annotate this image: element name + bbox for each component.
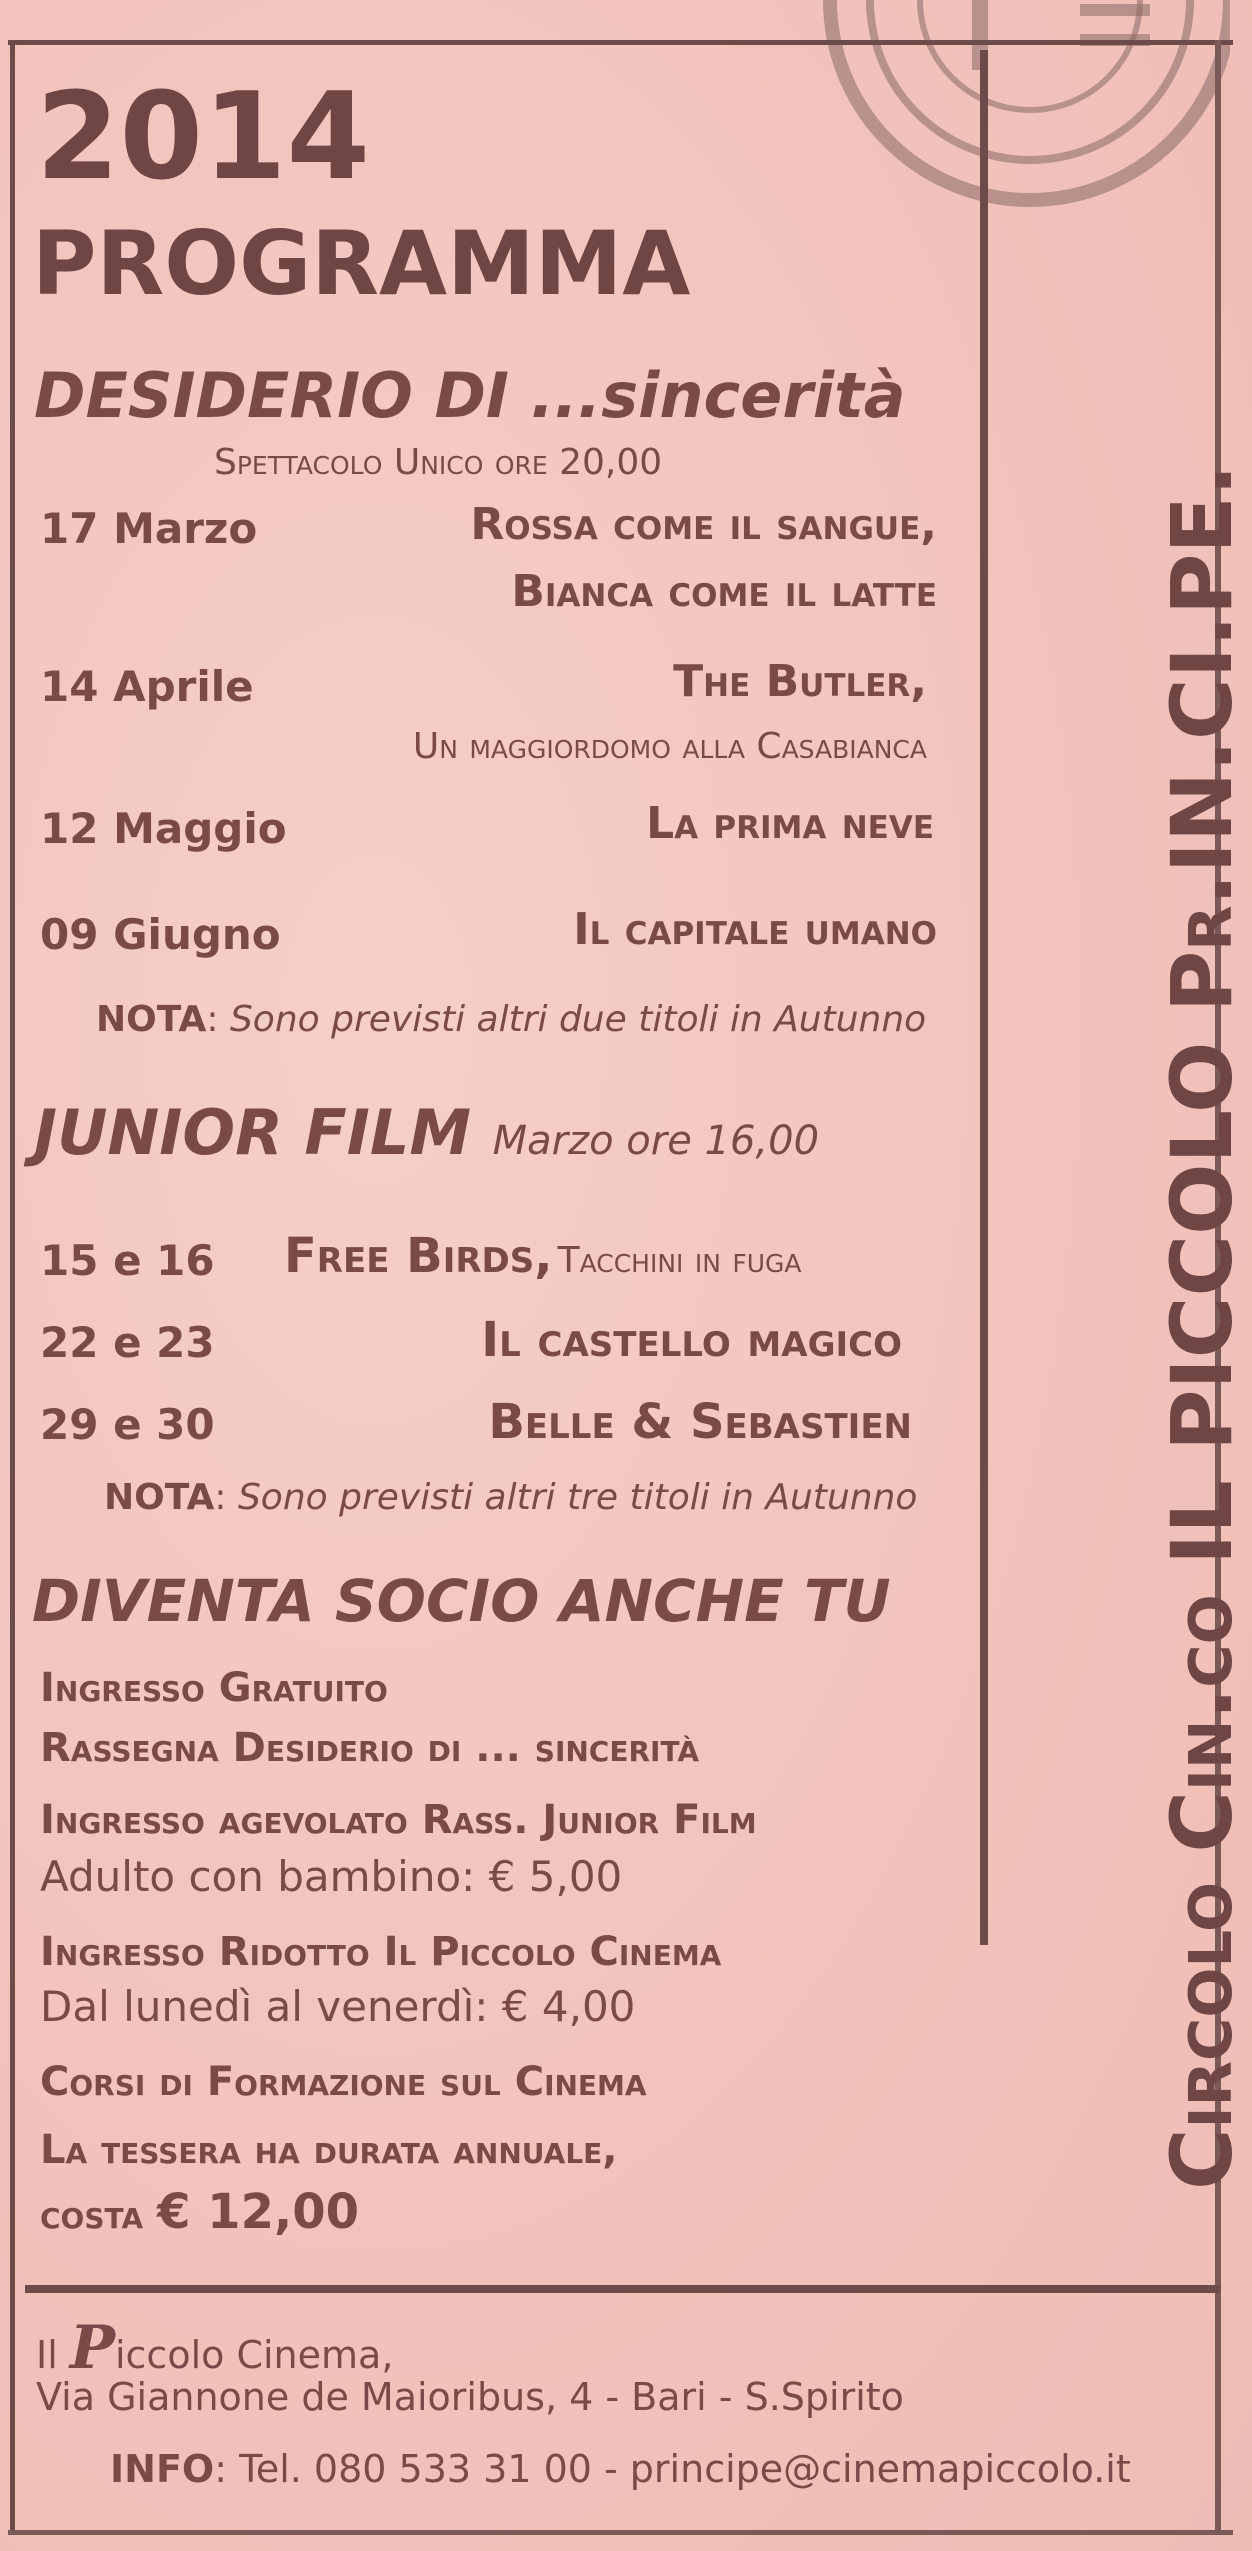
info-label: INFO [110,2447,215,2491]
note-text: Sono previsti altri tre titoli in Autunno [237,1477,918,1518]
junior-note: NOTA: Sono previsti altri tre titoli in Autunno [104,1477,918,1518]
cinema-address: Via Giannone de Maioribus, 4 - Bari - S.Spirito [36,2375,904,2419]
screening-title: La prima neve [646,798,934,849]
screening-date: 14 Aprile [40,662,254,711]
vertical-divider [980,50,988,1945]
info-text: : Tel. 080 533 31 00 - principe@cinemapiccolo.it [214,2447,1131,2491]
benefit-price: Adulto con bambino: € 5,00 [40,1852,623,1901]
junior-heading [34,1096,820,1169]
junior-screening-title [284,1228,802,1284]
benefit-title: Ingresso Gratuito [40,1665,388,1711]
benefit-detail: La tessera ha durata annuale, [40,2127,618,2173]
desiderio-note: NOTA: Sono previsti altri due titoli in Autunno [96,999,927,1040]
horizontal-divider [25,2285,1220,2293]
name-prefix: Il [36,2333,58,2377]
screening-date: 09 Giugno [40,910,281,959]
benefit-title: Ingresso Ridotto Il Piccolo Cinema [40,1929,722,1975]
side-title: Circolo Cin.co IL PICCOLO Pr.IN.CI.PE. [1153,464,1251,2190]
cost-price: € 12,00 [157,2184,359,2240]
membership-cost [40,2184,359,2240]
cost-label: costa [40,2192,144,2238]
desiderio-heading: DESIDERIO DI ...sincerità [34,359,906,432]
screening-title: Il capitale umano [573,904,937,955]
year-heading: 2014 [36,68,370,207]
screening-date: 17 Marzo [40,504,258,553]
cinema-contact [110,2447,1131,2491]
junior-heading-title: JUNIOR FILM [34,1096,472,1169]
screening-subtitle: Bianca come il latte [511,566,937,617]
frame-bottom-line [8,2530,1233,2535]
frame-top-line [8,40,1233,45]
junior-time: Marzo ore 16,00 [492,1118,820,1164]
name-initial: P [69,2313,115,2383]
benefit-price: Dal lunedì al venerdì: € 4,00 [40,1982,636,2031]
screening-date: 12 Maggio [40,804,287,853]
note-label: NOTA [104,1477,215,1518]
screening-title: Free Birds, [284,1228,553,1284]
benefit-title: Corsi di Formazione sul Cinema [40,2059,647,2105]
screening-subtitle: Tacchini in fuga [557,1240,802,1281]
membership-heading: DIVENTA SOCIO ANCHE TU [32,1567,891,1635]
benefit-detail: Rassegna Desiderio di ... sincerità [40,1725,700,1771]
screening-title: Il castello magico [481,1312,902,1368]
cinema-name [36,2313,394,2383]
screening-date: 15 e 16 [40,1236,215,1285]
screening-subtitle: Un maggiordomo alla Casabianca [412,726,927,767]
screening-title: Rossa come il sangue, [470,499,937,550]
desiderio-subtitle: Spettacolo Unico ore 20,00 [214,442,663,483]
benefit-title: Ingresso agevolato Rass. Junior Film [40,1797,757,1843]
screening-title: Belle & Sebastien [488,1394,912,1450]
note-label: NOTA [96,999,207,1040]
name-rest: iccolo Cinema, [114,2333,394,2377]
program-title: PROGRAMMA [32,212,691,315]
screening-date: 29 e 30 [40,1400,215,1449]
note-text: Sono previsti altri due titoli in Autunno [229,999,927,1040]
frame-left-line [10,40,15,2530]
postmark-stamp-icon [610,0,1230,350]
screening-date: 22 e 23 [40,1318,215,1367]
screening-title: The Butler, [673,656,927,707]
